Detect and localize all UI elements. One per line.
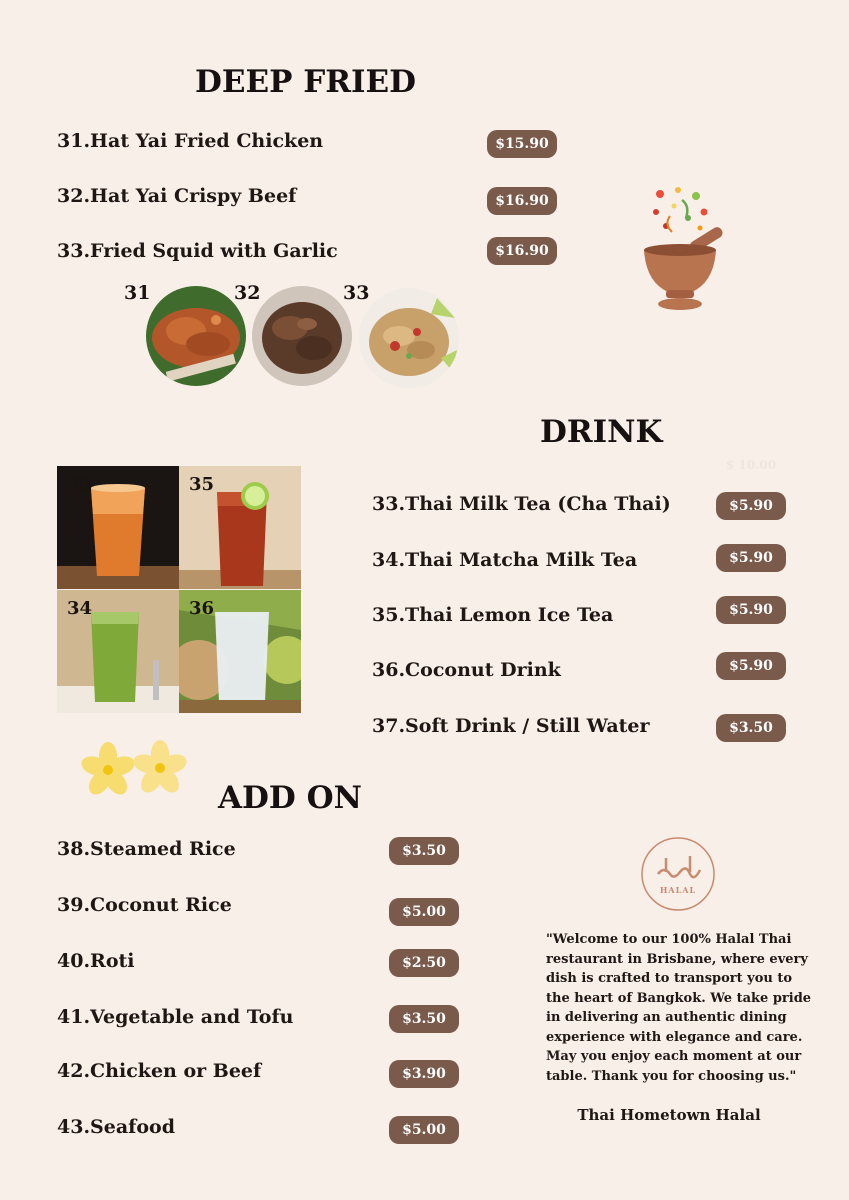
welcome-message: "Welcome to our 100% Halal Thai restaurant in Brisbane, where every dish is crafted to transport you to the heart of Bangkok. We take pride in delivering an authentic dining experience with elegance and care. May you enjoy each moment at our table. Thank you for choosing us.": [546, 932, 812, 1084]
drink-photo-grid: [57, 466, 303, 714]
price-badge-43: $5.00: [389, 1116, 459, 1144]
crispy-beef-photo: [252, 286, 352, 386]
price-badge-38: $3.50: [389, 837, 459, 865]
menu-item-34: 34.Thai Matcha Milk Tea: [372, 549, 638, 571]
price-badge-41: $3.50: [389, 1005, 459, 1033]
mortar-pestle-illustration: [630, 182, 730, 317]
menu-item-32: 32.Hat Yai Crispy Beef: [57, 185, 297, 207]
menu-item-31: 31.Hat Yai Fried Chicken: [57, 130, 324, 152]
photo-label-31: 31: [124, 282, 151, 304]
faded-price-text: $ 10.00: [726, 458, 777, 472]
price-badge-40: $2.50: [389, 949, 459, 977]
fried-squid-photo: [359, 288, 459, 388]
price-badge-35: $5.90: [716, 596, 786, 624]
menu-item-43: 43.Seafood: [57, 1116, 175, 1138]
halal-badge-text: HALAL: [659, 885, 697, 895]
photo-label-33-food: 33: [343, 282, 370, 304]
fried-chicken-photo: [146, 286, 246, 386]
price-badge-32: $16.90: [487, 187, 557, 215]
price-badge-36: $5.90: [716, 652, 786, 680]
lemon-ice-tea-photo: [179, 466, 301, 589]
menu-item-35: 35.Thai Lemon Ice Tea: [372, 604, 614, 626]
restaurant-signature: Thai Hometown Halal: [577, 1106, 761, 1124]
price-badge-37: $3.50: [716, 714, 786, 742]
photo-label-32: 32: [234, 282, 261, 304]
menu-item-36: 36.Coconut Drink: [372, 659, 561, 681]
price-badge-42: $3.90: [389, 1060, 459, 1088]
photo-label-33-drink: 33: [67, 474, 93, 495]
menu-item-41: 41.Vegetable and Tofu: [57, 1006, 294, 1028]
menu-item-33-drink: 33.Thai Milk Tea (Cha Thai): [372, 493, 671, 515]
coconut-drink-photo: [179, 590, 301, 713]
frangipani-flowers-decoration: [78, 738, 192, 800]
photo-label-35: 35: [189, 474, 215, 495]
menu-item-42: 42.Chicken or Beef: [57, 1060, 262, 1082]
flying-ingredients: [653, 187, 708, 232]
thai-milk-tea-photo: [57, 466, 179, 589]
halal-arabic-calligraphy-icon: [640, 836, 716, 912]
menu-item-37: 37.Soft Drink / Still Water: [372, 715, 650, 737]
photo-label-34: 34: [67, 598, 93, 619]
price-badge-34: $5.90: [716, 544, 786, 572]
drink-heading: DRINK: [540, 414, 663, 450]
menu-item-38: 38.Steamed Rice: [57, 838, 236, 860]
menu-item-33: 33.Fried Squid with Garlic: [57, 240, 338, 262]
add-on-heading: ADD ON: [218, 780, 362, 816]
price-badge-39: $5.00: [389, 898, 459, 926]
matcha-milk-tea-photo: [57, 590, 179, 713]
price-badge-33: $16.90: [487, 237, 557, 265]
menu-item-40: 40.Roti: [57, 950, 135, 972]
menu-item-39: 39.Coconut Rice: [57, 894, 232, 916]
photo-label-36: 36: [189, 598, 215, 619]
deep-fried-heading: DEEP FRIED: [195, 64, 417, 100]
price-badge-33-drink: $5.90: [716, 492, 786, 520]
price-badge-31: $15.90: [487, 130, 557, 158]
